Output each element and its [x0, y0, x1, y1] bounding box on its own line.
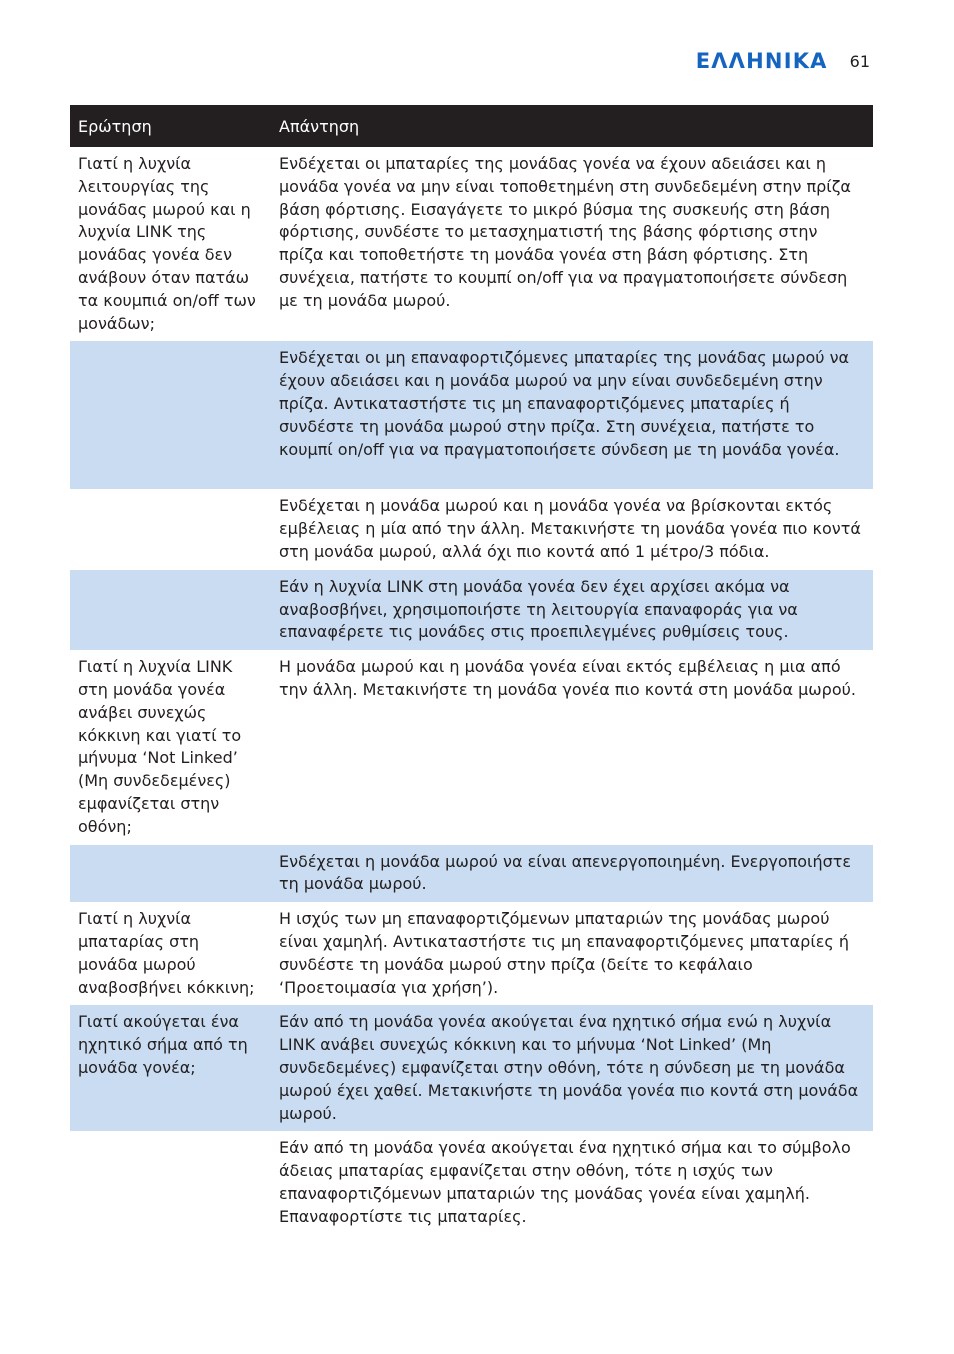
question-cell: Γιατί η λυχνία μπαταρίας στη μονάδα μωρού αναβοσβήνει κόκκινη;	[78, 909, 255, 997]
question-cell	[70, 341, 271, 489]
answer-cell: Ενδέχεται οι μπαταρίες της μονάδας γονέα να έχουν αδειάσει και η μονάδα γονέα να μην είναι τοποθετημένη στη συνδεδεμένη στην πρίζα βάση φόρτισης. Εισαγάγετε το μικρό βύσμα της συσκευής στη βάση φόρτισης, συνδέστε το μετασχηματιστή της βάσης φόρτισης στην πρίζα και τοποθετήστε τη μονάδα γονέα στη βάση φόρτισης. Στη συνέχεια, πατήστε το κουμπί on/off για να πραγματοποιήσετε σύνδεση με τη μονάδα μωρού.	[279, 154, 851, 310]
answer-cell: Ενδέχεται η μονάδα μωρού να είναι απενεργοποιημένη. Ενεργοποιήστε τη μονάδα μωρού.	[271, 845, 873, 903]
question-cell: Γιατί η λυχνία λειτουργίας της μονάδας μωρού και η λυχνία LINK της μονάδας γονέα δεν ανάβουν όταν πατάω τα κουμπιά on/off των μονάδων;	[78, 154, 256, 333]
question-cell	[70, 489, 271, 569]
question-cell	[70, 1131, 271, 1234]
column-header-answer: Απάντηση	[271, 105, 873, 147]
table-row	[70, 902, 873, 1005]
table-row	[70, 341, 873, 489]
question-cell	[70, 570, 271, 650]
question-cell: Γιατί η λυχνία LINK στη μονάδα γονέα ανάβει συνεχώς κόκκινη και γιατί το μήνυμα ‘Not Linked’ (Μη συνδεδεμένες) εμφανίζεται στην οθόνη;	[78, 657, 242, 836]
answer-cell: Εάν η λυχνία LINK στη μονάδα γονέα δεν έχει αρχίσει ακόμα να αναβοσβήνει, χρησιμοποιήστε τη λειτουργία επαναφοράς για να επαναφέρετε τις μονάδες στις προεπιλεγμένες ρυθμίσεις τους.	[271, 570, 873, 650]
table-row	[70, 489, 873, 569]
table-row	[70, 845, 873, 903]
table-row	[70, 147, 873, 341]
table-header-row	[70, 105, 873, 147]
answer-cell: Εάν από τη μονάδα γονέα ακούγεται ένα ηχητικό σήμα ενώ η λυχνία LINK ανάβει συνεχώς κόκκινη και το μήνυμα ‘Not Linked’ (Μη συνδεδεμένες) εμφανίζεται στην οθόνη, τότε η σύνδεση με τη μονάδα μωρού έχει χαθεί. Μετακινήστε τη μονάδα γονέα πιο κοντά στη μονάδα μωρού.	[271, 1005, 873, 1131]
column-header-question: Ερώτηση	[70, 105, 271, 147]
question-cell	[70, 845, 271, 903]
table-row	[70, 1005, 873, 1131]
language-heading: ΕΛΛΗΝΙΚΑ	[695, 49, 828, 73]
question-cell: Γιατί ακούγεται ένα ηχητικό σήμα από τη μονάδα γονέα;	[70, 1005, 271, 1131]
answer-cell: Ενδέχεται οι μη επαναφορτιζόμενες μπαταρίες της μονάδας μωρού να έχουν αδειάσει και η μονάδα μωρού να μην είναι συνδεδεμένη στην πρίζα. Αντικαταστήστε τις μη επαναφορτιζόμενες μπαταρίες ή συνδέστε τη μονάδα μωρού στην πρίζα. Στη συνέχεια, πατήστε το κουμπί on/off για να πραγματοποιήσετε σύνδεση με τη μονάδα γονέα.	[271, 341, 873, 489]
table-row	[70, 1131, 873, 1234]
answer-cell: Η μονάδα μωρού και η μονάδα γονέα είναι εκτός εμβέλειας η μια από την άλλη. Μετακινήστε τη μονάδα γονέα πιο κοντά στη μονάδα μωρού.	[279, 657, 856, 699]
faq-table	[70, 105, 873, 1234]
page-number: 61	[849, 51, 870, 71]
page-header	[696, 46, 870, 76]
answer-cell: Ενδέχεται η μονάδα μωρού και η μονάδα γονέα να βρίσκονται εκτός εμβέλειας η μία από την άλλη. Μετακινήστε τη μονάδα γονέα πιο κοντά στη μονάδα μωρού, αλλά όχι πιο κοντά από 1 μέτρο/3 πόδια.	[279, 496, 861, 561]
answer-cell: Η ισχύς των μη επαναφορτιζόμενων μπαταριών της μονάδας μωρού είναι χαμηλή. Αντικαταστήστε τις μη επαναφορτιζόμενες μπαταρίες ή συνδέστε τη μονάδα μωρού στην πρίζα (δείτε το κεφάλαιο ‘Προετοιμασία για χρήση’).	[279, 909, 849, 997]
table-row	[70, 570, 873, 650]
answer-cell: Εάν από τη μονάδα γονέα ακούγεται ένα ηχητικό σήμα και το σύμβολο άδειας μπαταρίας εμφανίζεται στην οθόνη, τότε η ισχύς των επαναφορτιζόμενων μπαταριών της μονάδας γονέα είναι χαμηλή. Επαναφορτίστε τις μπαταρίες.	[279, 1138, 851, 1226]
table-row	[70, 650, 873, 844]
